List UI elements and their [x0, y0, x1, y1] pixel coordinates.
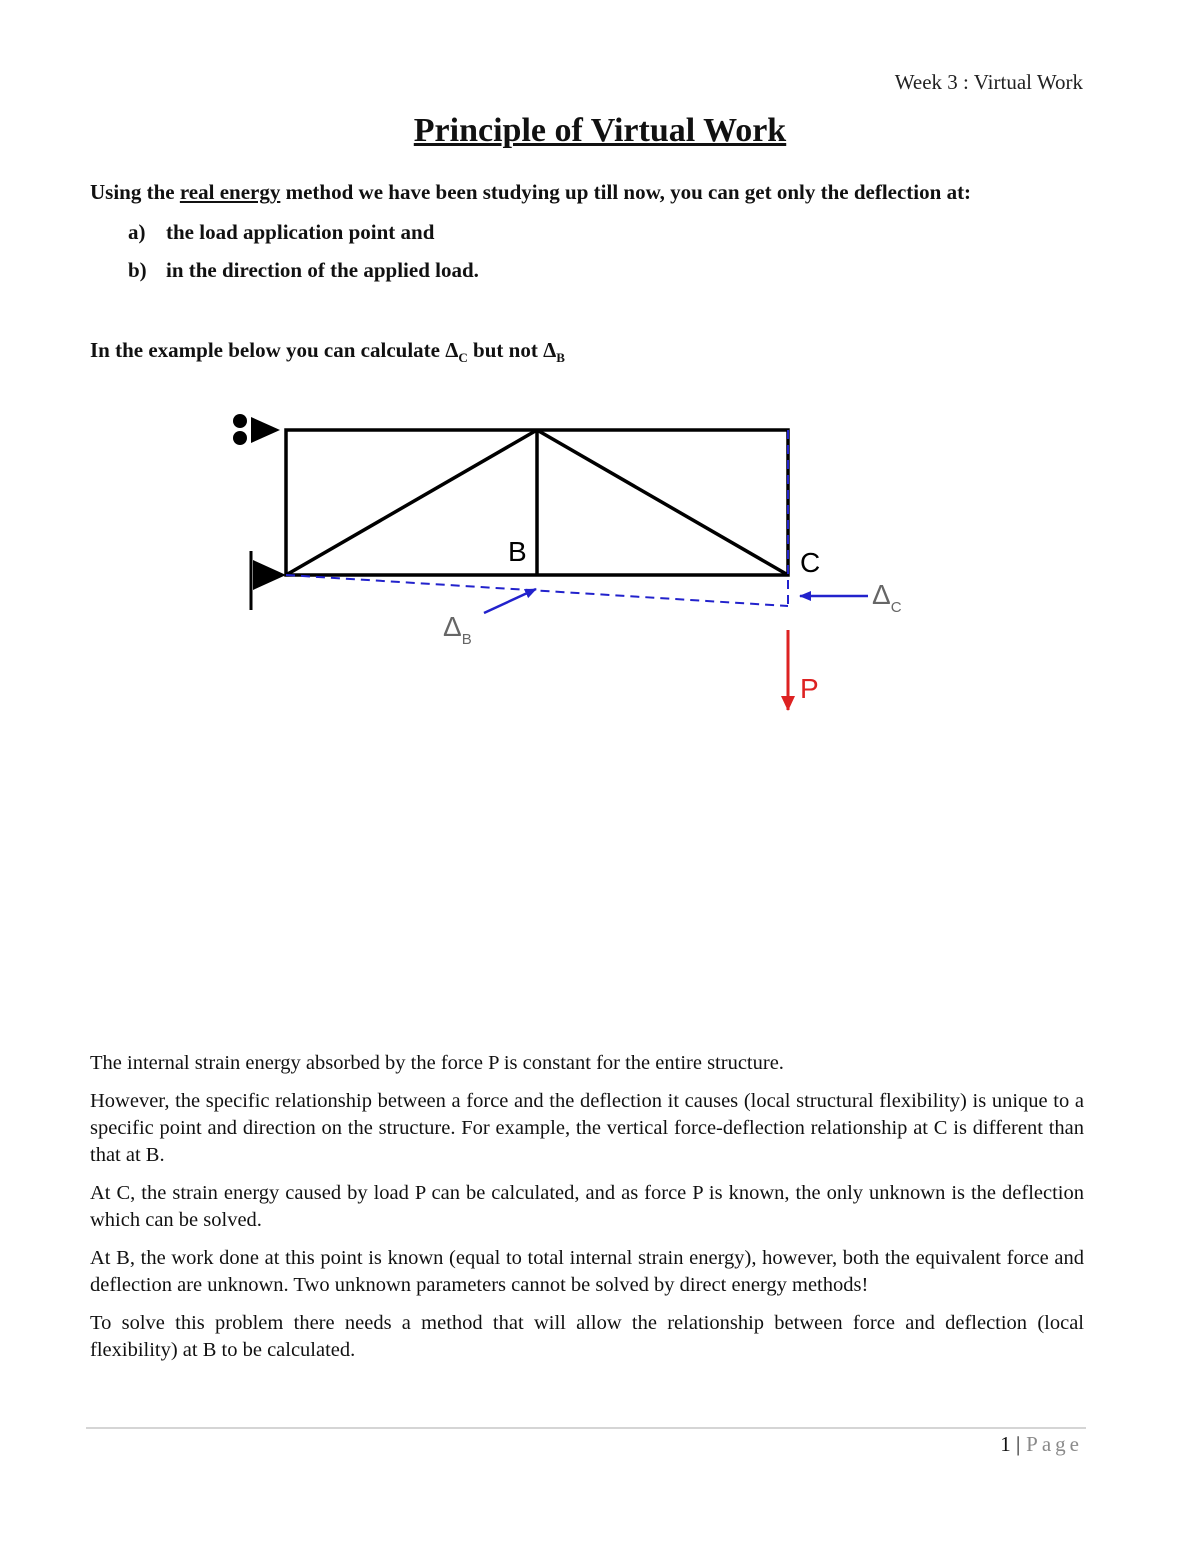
list-marker: a): [128, 220, 146, 244]
roller-support-icon: [233, 414, 280, 445]
body-paragraph: The internal strain energy absorbed by the force P is constant for the entire structure.: [90, 1052, 784, 1074]
truss-diagonal-right: [537, 430, 788, 575]
list-marker: b): [128, 258, 147, 282]
body-text: [90, 1050, 1084, 1375]
body-paragraph: To solve this problem there needs a method that will allow the relationship between force and deflection (local flexibility) at B to be calculated.: [90, 1312, 1084, 1361]
intro-suffix: method we have been studying up till now, you can get only the deflection at:: [280, 180, 972, 204]
body-paragraph: However, the specific relationship between a force and the deflection it causes (local structural flexibility) is unique to a specific point and direction on the structure. For example, the vertical force-deflection relationship at C is different than that at B.: [90, 1090, 1084, 1166]
label-c: C: [800, 547, 821, 578]
truss-diagram: [0, 0, 1200, 760]
page-number: 1: [1000, 1432, 1011, 1456]
delta-subscript-b: B: [556, 350, 565, 366]
body-paragraph: At B, the work done at this point is known (equal to total internal strain energy), however, both the equivalent force and deflection are unknown. Two unknown parameters cannot be solved by direct energy methods!: [90, 1247, 1084, 1296]
list-text: in the direction of the applied load.: [166, 258, 479, 282]
example-prefix: In the example below you can calculate: [90, 338, 446, 362]
body-paragraph: At C, the strain energy caused by load P can be calculated, and as force P is known, the only unknown is the deflection which can be solved.: [90, 1182, 1084, 1231]
page-title: Principle of Virtual Work: [413, 112, 787, 149]
running-header: Week 3 : Virtual Work: [894, 70, 1083, 94]
pin-support-icon: [251, 551, 286, 610]
list-text: the load application point and: [166, 220, 435, 244]
page-footer: [1000, 1432, 1083, 1457]
load-label: P: [800, 673, 819, 704]
delta-b-arrow: [484, 589, 536, 613]
page-separator: |: [1015, 1432, 1021, 1456]
intro-emphasis: real energy: [179, 180, 281, 204]
truss-members: [286, 430, 788, 575]
delta-b-label: $\Delta_B$: [443, 611, 472, 648]
example-middle: but not: [467, 338, 544, 362]
label-b: B: [508, 536, 527, 567]
delta-symbol: Δ: [445, 338, 459, 362]
page-label: Page: [1026, 1432, 1083, 1456]
intro-prefix: Using the: [90, 180, 180, 204]
footer-divider: [86, 1427, 1086, 1429]
delta-c-label: $\Delta_C$: [872, 579, 902, 616]
delta-symbol: Δ: [543, 338, 557, 362]
truss-diagonal-left: [286, 430, 537, 575]
delta-subscript-c: C: [458, 350, 468, 366]
